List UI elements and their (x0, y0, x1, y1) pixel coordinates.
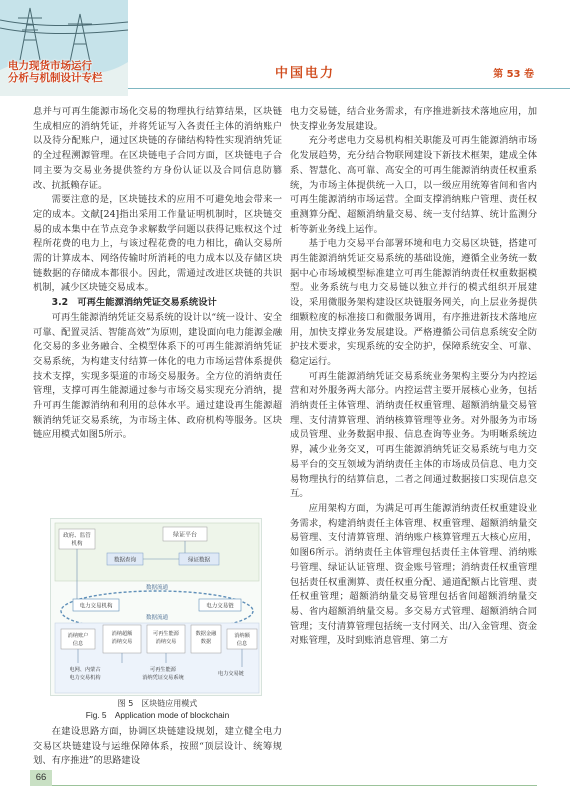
body-paragraph: 在建设思路方面，协调区块链建设规划，建立健全电力交易区块链建设与运维保障体系，按照“顶层设计、统筹规划、有序推进”的思路建设 (33, 726, 282, 767)
label-data-flow-2: 数据流通 (145, 615, 169, 621)
body-paragraph: 息并与可再生能源市场化交易的物理执行结算结果，区块链生成相应的消纳凭证，并将凭证写入各责任主体的消纳账户以及待分配账户，通过区块链的存储结构特性实现消纳凭证的全过程溯源管理。在区块链电子合同方面，区块链电子合同主要为交易业务提供签约方身份认证以及合同信息防篡改、抗抵赖存证。 (33, 106, 282, 191)
node-cert-line1: 可再生能源 (153, 631, 179, 637)
label-cert-sys-line2: 消纳凭证交易系统 (142, 675, 184, 681)
node-green-data: 绿证数据 (187, 557, 211, 564)
label-chain: 电力交易链 (218, 671, 244, 677)
node-pay-line2: 信息 (236, 641, 248, 647)
node-power-exchange: 电力交易机构 (79, 603, 113, 610)
left-column-bottom (33, 725, 282, 769)
body-paragraph: 充分考虑电力交易机构相关职能及可再生能源消纳市场化发展趋势，充分结合物联网建设下新技术框架，建成全体系、智慧化、高可靠、高安全的可再生能源消纳责任权重系统，为市场主体提供统一入口，以一级应用统筹省间和省内可再生能源消纳市场运营。全面支撑消纳账户管理、责任权重测算分配、超额消纳量交易、统一支付结算、统计监测分析等新业务线上运作。 (290, 135, 537, 235)
column-banner (0, 0, 128, 96)
column-title (8, 60, 126, 84)
label-cert-sys-line1: 可再生能源 (150, 667, 176, 673)
body-paragraph: 可再生能源消纳凭证交易系统的设计以“统一设计、安全可靠、配置灵活、智能高效”为原则，建设面向电力能源金融化交易的多业务融合、全模型体系下的可再生能源消纳凭证交易系统，为构建支付结算一体化的电力市场运营体系提供技术支撑，实现多渠道的市场交易服务。全方位的消纳责任管理，支撑可再生能源通过参与市场交易实现充分消纳，提升可再生能源消纳和利用的总体水平。通过建设再生能源超额消纳凭证交易系统，为市场主体、政府机构等服务。区块链应用模式如图5所示。 (33, 311, 282, 441)
section-heading: 3.2 可再生能源消纳凭证交易系统设计 (51, 297, 217, 309)
node-fin-line2: 数据 (200, 639, 212, 645)
volume-label: 第 53 卷 (493, 69, 534, 80)
figure-caption-cn: 图 5 区块链应用模式 (117, 699, 198, 708)
header-divider (128, 88, 570, 89)
figure-caption-en: Fig. 5 Application mode of blockchain (85, 710, 230, 720)
body-paragraph: 基于电力交易平台部署环境和电力交易区块链，搭建可再生能源消纳凭证交易系统的基础设施，遵循全业务统一数据中心市场域模型标准建立可再生能源消纳责任权重数据模型。业务系统与电力交易链以独立并行的模式组织开展建设，采用微服务架构建设区块链服务网关，向上层业务提供细颗粒度的标准接口和微服务调用，有序推进新技术落地应用，加快支撑业务发展建设。严格遵循公司信息系统安全防护技术要求，实现系统的安全防护，保障系统安全、可靠、稳定运行。 (290, 238, 537, 367)
label-grid-line1: 电网、内蒙古 (69, 667, 101, 673)
node-pay-line1: 消纳额 (234, 633, 250, 639)
body-paragraph: 电力交易链，结合业务需求，有序推进新技术落地应用，加快支撑业务发展建设。 (290, 106, 537, 132)
journal-title: 中国电力 (274, 66, 335, 81)
left-column (33, 105, 282, 443)
node-excess-line2: 消纳交易 (111, 639, 133, 645)
node-data-query: 数据查询 (113, 557, 137, 564)
page-header (0, 0, 570, 96)
footer-divider (52, 785, 537, 786)
node-fin-line1: 数据金融 (195, 631, 217, 637)
column-title-line2: 分析与机制设计专栏 (8, 72, 103, 84)
node-green-platform: 绿证平台 (172, 531, 198, 539)
node-acct-line2: 信息 (72, 641, 84, 647)
body-paragraph: 需要注意的是，区块链技术的应用不可避免地会带来一定的成本。文献[24]指出采用工作量证明机制时，区块链交易的成本集中在节点竞争求解数学问题以获得记账权这个过程所花费的电力上，与该过程花费的电力相比，确认交易所需的计算成本、网络传输时所消耗的电力成本以及存储区块链数据的存储成本都很小。因此，需通过改进区块链的共识机制，减少区块链交易成本。 (33, 194, 282, 294)
label-data-flow: 数据流通 (145, 585, 169, 591)
page-number: 66 (30, 770, 52, 786)
node-acct-line1: 消纳账户 (67, 633, 89, 639)
blockchain-diagram (51, 519, 263, 697)
body-paragraph: 应用架构方面，为满足可再生能源消纳责任权重建设业务需求，构建消纳责任主体管理、权重管理、超额消纳量交易管理、支付清算管理、消纳账户核算管理五大核心应用，如图6所示。消纳责任主体管理包括责任主体管理、消纳账号管理、绿证认证管理、资金账号管理；消纳责任权重管理包括责任权重测算、责任权重分配、通道配额占比管理、责任权重管理；超额消纳量交易管理包括省间超额消纳量交易、省内超额消纳量交易。多交易方式管理、超额消纳合同管理；支付清算管理包括统一支付网关、出/入金管理、资金对账管理，及时到账消息管理、第二方 (290, 502, 537, 647)
node-power-chain: 电力交易链 (206, 603, 234, 610)
right-column (290, 105, 537, 649)
figure-5 (50, 518, 262, 696)
body-paragraph: 可再生能源消纳凭证交易系统业务架构主要分为内控运营和对外服务两大部分。内控运营主要开展核心业务，包括消纳责任主体管理、消纳责任权重管理、超额消纳量交易管理、支付清算管理、消纳核算管理等业务。对外服务为市场成员管理、业务数据申报、信息查询等业务。为明晰系统边界，减少业务交叉，可再生能源消纳凭证交易系统与电力交易平台的交互领域为消纳责任主体的市场成员信息、电力交易物理执行的结算信息，二者之间通过数据接口实现信息交互。 (290, 370, 537, 500)
node-gov-line2: 机构 (71, 541, 83, 547)
label-grid-line2: 电力交易机构 (69, 675, 101, 681)
node-cert-line2: 消纳交易 (155, 639, 177, 645)
node-excess-line1: 消纳超额 (111, 631, 133, 637)
column-title-line1: 电力现货市场运行 (8, 60, 92, 72)
node-gov-line1: 政府、监管 (63, 533, 91, 539)
